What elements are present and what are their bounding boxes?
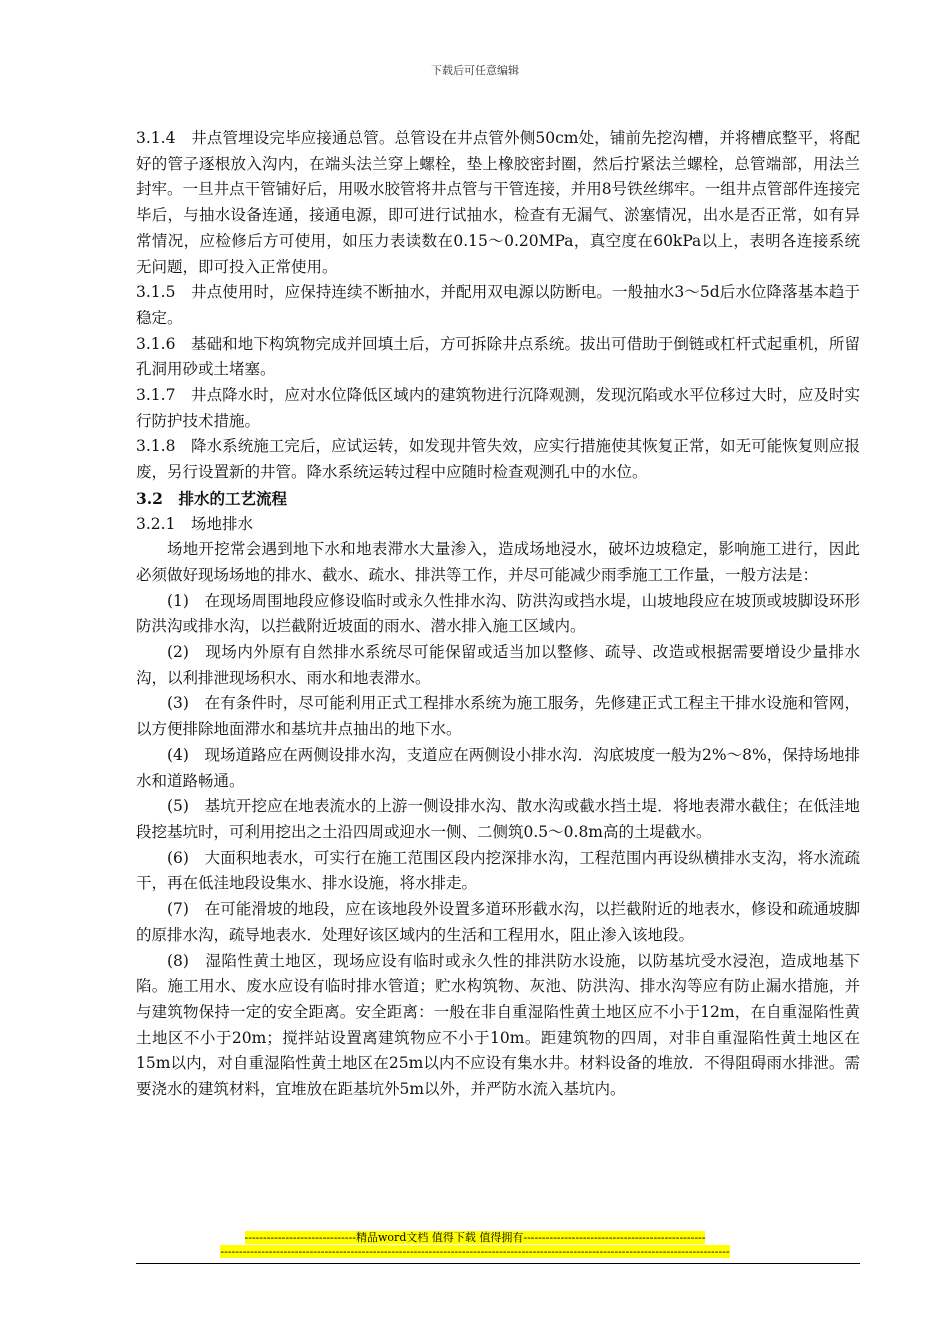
paragraph-3-1-6: 3.1.6 基础和地下构筑物完成并回填土后，方可拆除井点系统。拔出可借助于倒链或杠杆式起重机，所留孔洞用砂或土堵塞。 — [136, 334, 860, 379]
list-item-7: (7) 在可能滑坡的地段，应在该地段外设置多道环形截水沟，以拦截附近的地表水，修设和疏通坡脚的原排水沟，疏导地表水．处理好该区域内的生活和工程用水，阻止渗入该地段。 — [136, 900, 860, 944]
list-item-4: (4) 现场道路应在两侧设排水沟，支道应在两侧设小排水沟．沟底坡度一般为2%～8%，保持场地排水和道路畅通。 — [136, 745, 860, 790]
list-item-3: (3) 在有条件时，尽可能利用正式工程排水系统为施工服务，先修建正式工程主干排水设施和管网，以方便排除地面滞水和基坑井点抽出的地下水。 — [136, 694, 860, 739]
footer-banner-dashes: ----------------------------------------------------------------------------------------------------------------------------------------- — [220, 1245, 730, 1258]
paragraph-3-1-7: 3.1.7 井点降水时，应对水位降低区域内的建筑物进行沉降观测，发现沉陷或水平位移过大时，应及时实行防护技术措施。 — [136, 386, 860, 430]
list-item-8: (8) 湿陷性黄土地区，现场应设有临时或永久性的排洪防水设施，以防基坑受水浸泡，造成地基下陷。施工用水、废水应设有临时排水管道；贮水构筑物、灰池、防洪沟、排水沟等应有防止漏水措施，并与建筑物保持一定的安全距离。安全距离：一般在非自重湿陷性黄土地区应不小于12m，在自重湿陷性黄土地区不小于20m；搅拌站设置离建筑物应不小于10m。距建筑物的四周，对非自重湿陷性黄土地区在15m以内，对自重湿陷性黄土地区在25m以内不应设有集水井。材料设备的堆放．不得阻碍雨水排泄。需要浇水的建筑材料，宜堆放在距基坑外5m以外，并严防水流入基坑内。 — [136, 951, 860, 1099]
paragraph-intro: 场地开挖常会遇到地下水和地表滞水大量渗入，造成场地浸水，破坏边坡稳定，影响施工进行，因此必须做好现场场地的排水、截水、疏水、排洪等工作，并尽可能减少雨季施工工作量，一般方法是： — [136, 540, 860, 584]
footer-banner-line2 — [0, 1245, 950, 1259]
section-heading-3-2: 3.2 排水的工艺流程 — [136, 488, 287, 508]
footer-banner-line1 — [0, 1231, 950, 1245]
list-item-5: (5) 基坑开挖应在地表流水的上游一侧设排水沟、散水沟或截水挡土堤．将地表滞水截住；在低洼地段挖基坑时，可利用挖出之土沿四周或迎水一侧、二侧筑0.5～0.8m高的土堤截水。 — [136, 797, 860, 841]
paragraph-3-1-4: 3.1.4 井点管埋设完毕应接通总管。总管设在井点管外侧50cm处，铺前先挖沟槽，并将槽底整平，将配好的管子逐根放入沟内，在端头法兰穿上螺栓，垫上橡胶密封圈，然后拧紧法兰螺栓，总管端部，用法兰封牢。一旦井点干管铺好后，用吸水胶管将井点管与干管连接，并用8号铁丝绑牢。一组井点管部件连接完毕后，与抽水设备连通，接通电源，即可进行试抽水，检查有无漏气、淤塞情况，出水是否正常，如有异常情况，应检修后方可使用，如压力表读数在0.15～0.20MPa，真空度在60kPa以上，表明各连接系统无问题，即可投入正常使用。 — [136, 129, 860, 276]
paragraph-3-1-8: 3.1.8 降水系统施工完后，应试运转，如发现井管失效，应实行措施使其恢复正常，如无可能恢复则应报废，另行设置新的井管。降水系统运转过程中应随时检查观测孔中的水位。 — [136, 437, 860, 482]
subsection-heading-3-2-1: 3.2.1 场地排水 — [136, 514, 253, 533]
paragraph-3-1-5: 3.1.5 井点使用时，应保持连续不断抽水，并配用双电源以防断电。一般抽水3～5d后水位降落基本趋于稳定。 — [136, 283, 860, 327]
list-item-2: (2) 现场内外原有自然排水系统尽可能保留或适当加以整修、疏导、改造或根据需要增设少量排水沟，以利排泄现场积水、雨水和地表滞水。 — [136, 643, 860, 687]
list-item-6: (6) 大面积地表水，可实行在施工范围区段内挖深排水沟，工程范围内再设纵横排水支沟，将水流疏干，再在低洼地段设集水、排水设施，将水排走。 — [136, 848, 860, 893]
list-item-1: (1) 在现场周围地段应修设临时或永久性排水沟、防洪沟或挡水堤，山坡地段应在坡顶或坡脚设环形防洪沟或排水沟，以拦截附近坡面的雨水、潜水排入施工区域内。 — [136, 591, 860, 636]
page-header: 下载后可任意编辑 — [431, 64, 519, 77]
footer-rule — [136, 1263, 860, 1264]
document-body — [136, 126, 860, 1103]
footer-banner-text: ------------------------------精品word文档 值得下载 值得拥有------------------------------------------------- — [244, 1231, 706, 1244]
